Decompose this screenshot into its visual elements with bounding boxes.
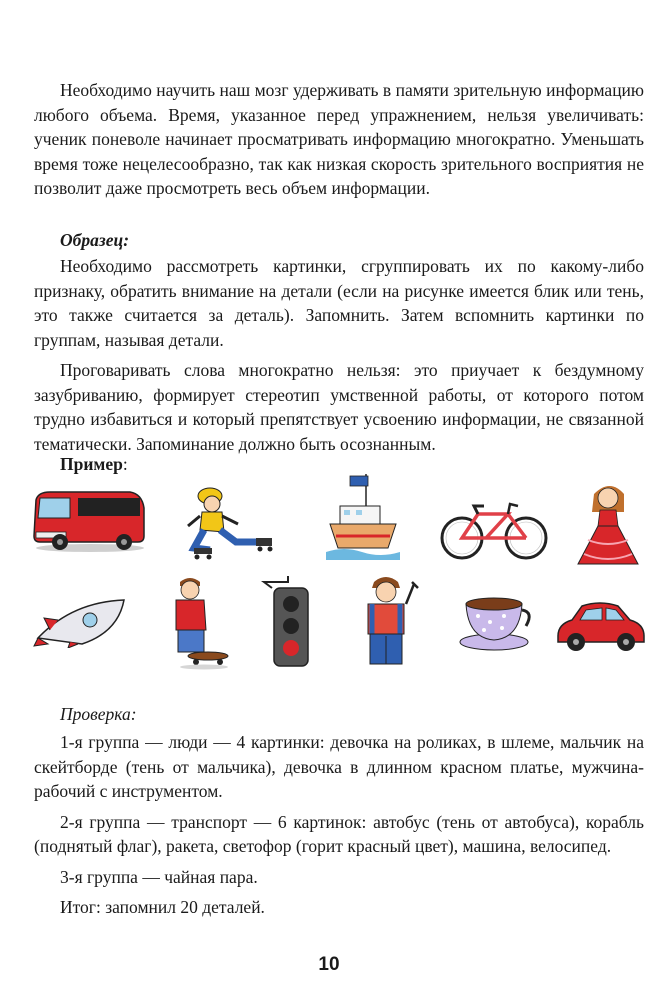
check-group-1: 1-я группа — люди — 4 картинки: девочка на роликах, в шлеме, мальчик на скейтборде (тень от мальчика), девочка в длинном красном платье, мужчина-рабочий с инструментом. xyxy=(34,732,644,801)
worker-man-icon xyxy=(356,574,420,670)
check-section xyxy=(34,702,644,920)
check-group-3: 3-я группа — чайная пара. xyxy=(60,866,258,887)
check-heading: Проверка: xyxy=(60,704,137,724)
teacup-icon xyxy=(456,590,536,652)
princess-girl-icon xyxy=(574,478,644,570)
rocket-icon xyxy=(32,598,128,648)
example-heading-label: Пример xyxy=(60,454,123,474)
bicycle-icon xyxy=(438,500,550,562)
skateboard-boy-icon xyxy=(164,574,234,670)
roller-girl-icon xyxy=(180,484,280,564)
sample-paragraph-1: Необходимо рассмотреть картинки, сгруппировать их по какому-либо признаку, обратить внимание на детали (если на рисунке имеется блик или тень, это также считается за деталь). Запомнить. Затем вспомнить картинки по группам, называя детали. xyxy=(34,256,644,350)
intro-section xyxy=(34,78,644,201)
sample-heading: Образец: xyxy=(60,230,130,250)
check-group-2: 2-я группа — транспорт — 6 картинок: автобус (тень от автобуса), корабль (поднятый флаг), ракета, светофор (горит красный цвет), машина, велосипед. xyxy=(34,811,644,856)
intro-paragraph: Необходимо научить наш мозг удерживать в памяти зрительную информацию любого объема. Время, указанное перед упражнением, нельзя увеличивать: ученик поневоле начинает просматривать информацию многократно. Уменьшать время тоже нецелесообразно, так как низкая скорость зрительного восприятия не позволит даже просмотреть весь объем информации. xyxy=(34,80,644,198)
car-icon xyxy=(552,598,648,654)
ship-icon xyxy=(326,470,400,562)
example-heading-colon: : xyxy=(122,454,128,474)
traffic-light-icon xyxy=(258,572,316,668)
sample-section xyxy=(34,228,644,456)
bus-icon xyxy=(30,488,150,553)
check-total: Итог: запомнил 20 деталей. xyxy=(60,897,265,917)
sample-paragraph-2: Проговаривать слова многократно нельзя: это приучает к бездумному зазубриванию, формирует стереотип умственной работы, от которого потом трудно избавиться и который препятствует усвоению информации, не связанной тематически. Запоминание должно быть осознанным. xyxy=(34,360,644,454)
page-number: 10 xyxy=(318,954,340,975)
